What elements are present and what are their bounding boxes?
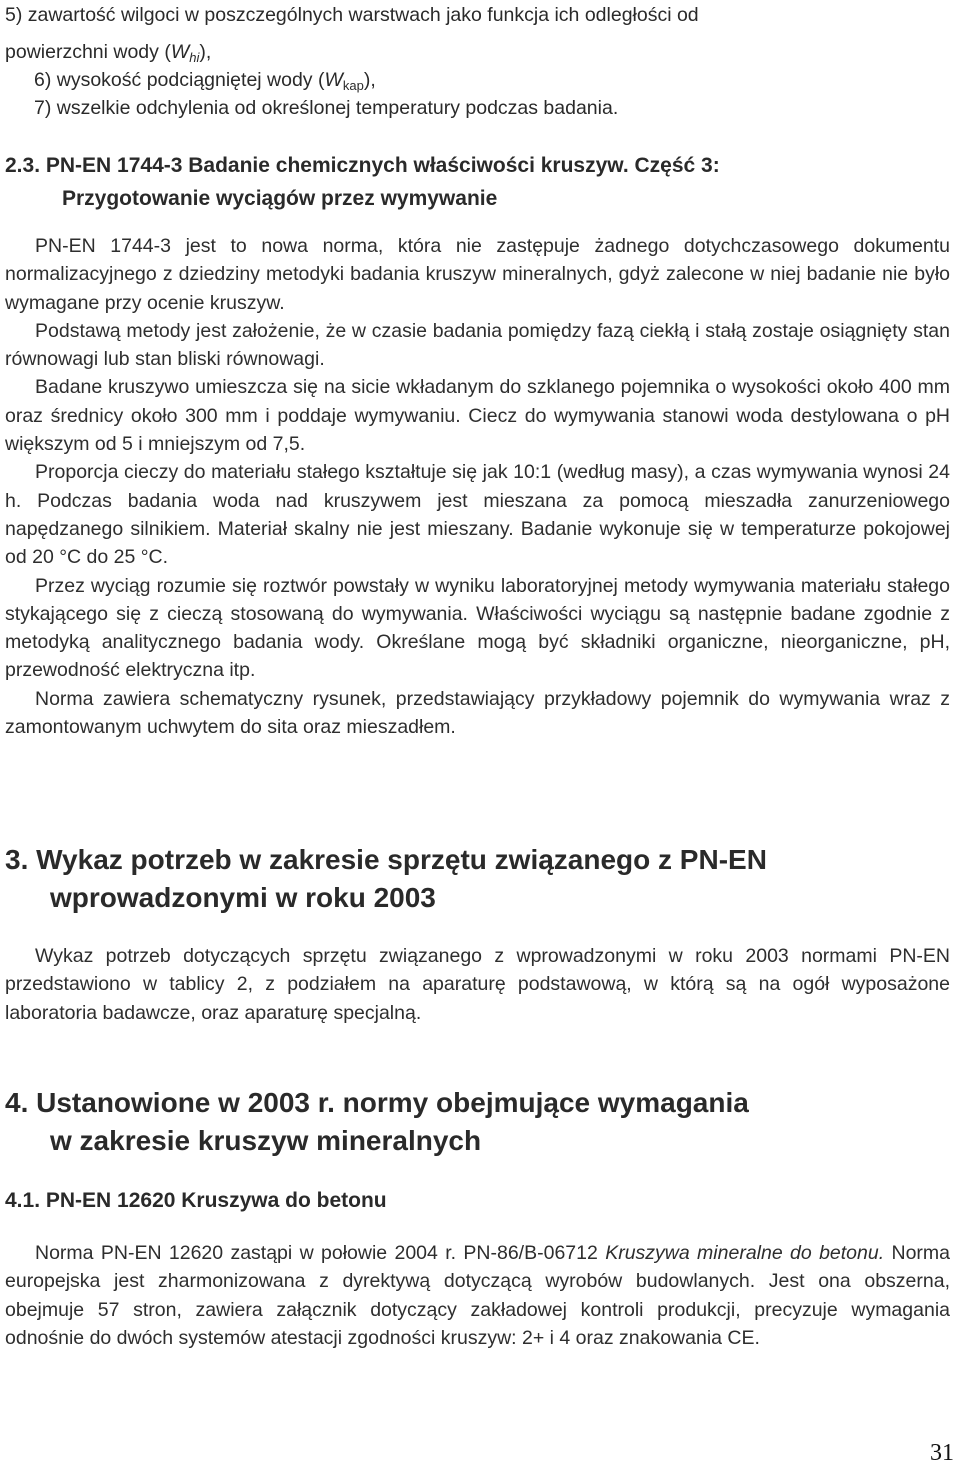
paragraph: Wykaz potrzeb dotyczących sprzętu związanego z wprowadzonymi w roku 2003 normami PN-EN przedstawiono w tablicy 2, z podziałem na aparaturę podstawową, w którą są na ogół wyposażone laboratoria badawcze, oraz aparaturę specjalną. bbox=[5, 945, 950, 1024]
list-item-6-text: 6) wysokość podciągniętej wody ( bbox=[34, 69, 325, 91]
list-item-5-line1 bbox=[5, 3, 699, 27]
list-item-5-text: 5) zawartość wilgoci w poszczególnych warstwach jako funkcja ich odległości od bbox=[5, 4, 699, 26]
section-4-heading-line2: w zakresie kruszyw mineralnych bbox=[50, 1125, 482, 1156]
list-item-5-end: ), bbox=[199, 41, 212, 63]
page-number: 31 bbox=[930, 1440, 954, 1466]
paragraph: Przez wyciąg rozumie się roztwór powstały w wyniku laboratoryjnej metody wymywania materiału stałego stykającego się z cieczą stosowaną do wymywania. Właściwości wyciągu są następnie badane zgodnie z metodyką analitycznego badania wody. Określane mogą być składniki organiczne, nieorganiczne, pH, przewodność elektryczna itp. bbox=[5, 574, 950, 682]
list-item-5-line2 bbox=[5, 40, 211, 64]
section-2-3-body bbox=[5, 232, 950, 741]
paragraph: Norma PN-EN 12620 zastąpi w połowie 2004 r. PN-86/B-06712 Kruszywa mineralne do betonu. Norma europejska jest zharmonizowana z dyrektywą dotyczącą wyrobów budowlanych. Jest ona obszerna, obejmuje 57 stron, zawiera załącznik dotyczący zakładowej kontroli produkcji, precyzuje wymagania odnośnie do dwóch systemów atestacji zgodności kruszyw: 2+ i 4 oraz znakowania CE. bbox=[5, 1242, 950, 1349]
list-item-5-continuation: powierzchni wody ( bbox=[5, 41, 171, 63]
paragraph: Norma zawiera schematyczny rysunek, przedstawiający przykładowy pojemnik do wymywania wraz z zamontowanym uchwytem do sita oraz mieszadłem. bbox=[5, 687, 950, 739]
italic-title: Kruszywa mineralne do betonu. bbox=[605, 1242, 885, 1264]
section-3-heading-line2: wprowadzonymi w roku 2003 bbox=[50, 882, 436, 913]
subscript-kap: kap bbox=[342, 78, 364, 93]
section-4-1-heading: 4.1. PN-EN 12620 Kruszywa do betonu bbox=[5, 1189, 387, 1212]
list-item-7: 7) wszelkie odchylenia od określonej temperatury podczas badania. bbox=[34, 97, 619, 119]
section-3-heading: 3. Wykaz potrzeb w zakresie sprzętu związanego z PN-EN bbox=[5, 844, 767, 875]
section-3-body bbox=[5, 942, 950, 1027]
subscript-hi: hi bbox=[189, 50, 200, 65]
list-item-6 bbox=[34, 68, 376, 92]
paragraph: Podstawą metody jest założenie, że w czasie badania pomiędzy fazą ciekłą i stałą zostaje osiągnięty stan równowagi lub stan bliski równowagi. bbox=[5, 319, 950, 371]
section-2-3-heading-line2: Przygotowanie wyciągów przez wymywanie bbox=[62, 187, 498, 210]
variable-w: W bbox=[170, 41, 190, 63]
section-4-1-body bbox=[5, 1239, 950, 1352]
paragraph: Proporcja cieczy do materiału stałego kształtuje się jak 10:1 (według masy), a czas wymywania wynosi 24 h. Podczas badania woda nad kruszywem jest mieszana za pomocą mieszadła zanurzeniowego napędzanego silnikiem. Materiał skalny nie jest mieszany. Badanie wykonuje się w temperaturze pokojowej od 20 °C do 25 °C. bbox=[5, 461, 950, 569]
list-item-6-end: ), bbox=[363, 69, 376, 91]
section-4-heading: 4. Ustanowione w 2003 r. normy obejmujące wymagania bbox=[5, 1087, 749, 1118]
paragraph: PN-EN 1744-3 jest to nowa norma, która nie zastępuje żadnego dotychczasowego dokumentu normalizacyjnego z dziedziny metodyki badania kruszyw mineralnych, gdyż zalecone w niej badanie nie było wymagane przy ocenie kruszyw. bbox=[5, 235, 950, 314]
variable-w-kap: W bbox=[324, 69, 343, 91]
paragraph: Badane kruszywo umieszcza się na sicie wkładanym do szklanego pojemnika o wysokości około 400 mm oraz średnicy około 300 mm i poddaje wymywaniu. Ciecz do wymywania stanowi woda destylowana o pH większym od 5 i mniejszym od 7,5. bbox=[5, 376, 950, 456]
section-2-3-heading: 2.3. PN-EN 1744-3 Badanie chemicznych właściwości kruszyw. Część 3: bbox=[5, 154, 720, 177]
